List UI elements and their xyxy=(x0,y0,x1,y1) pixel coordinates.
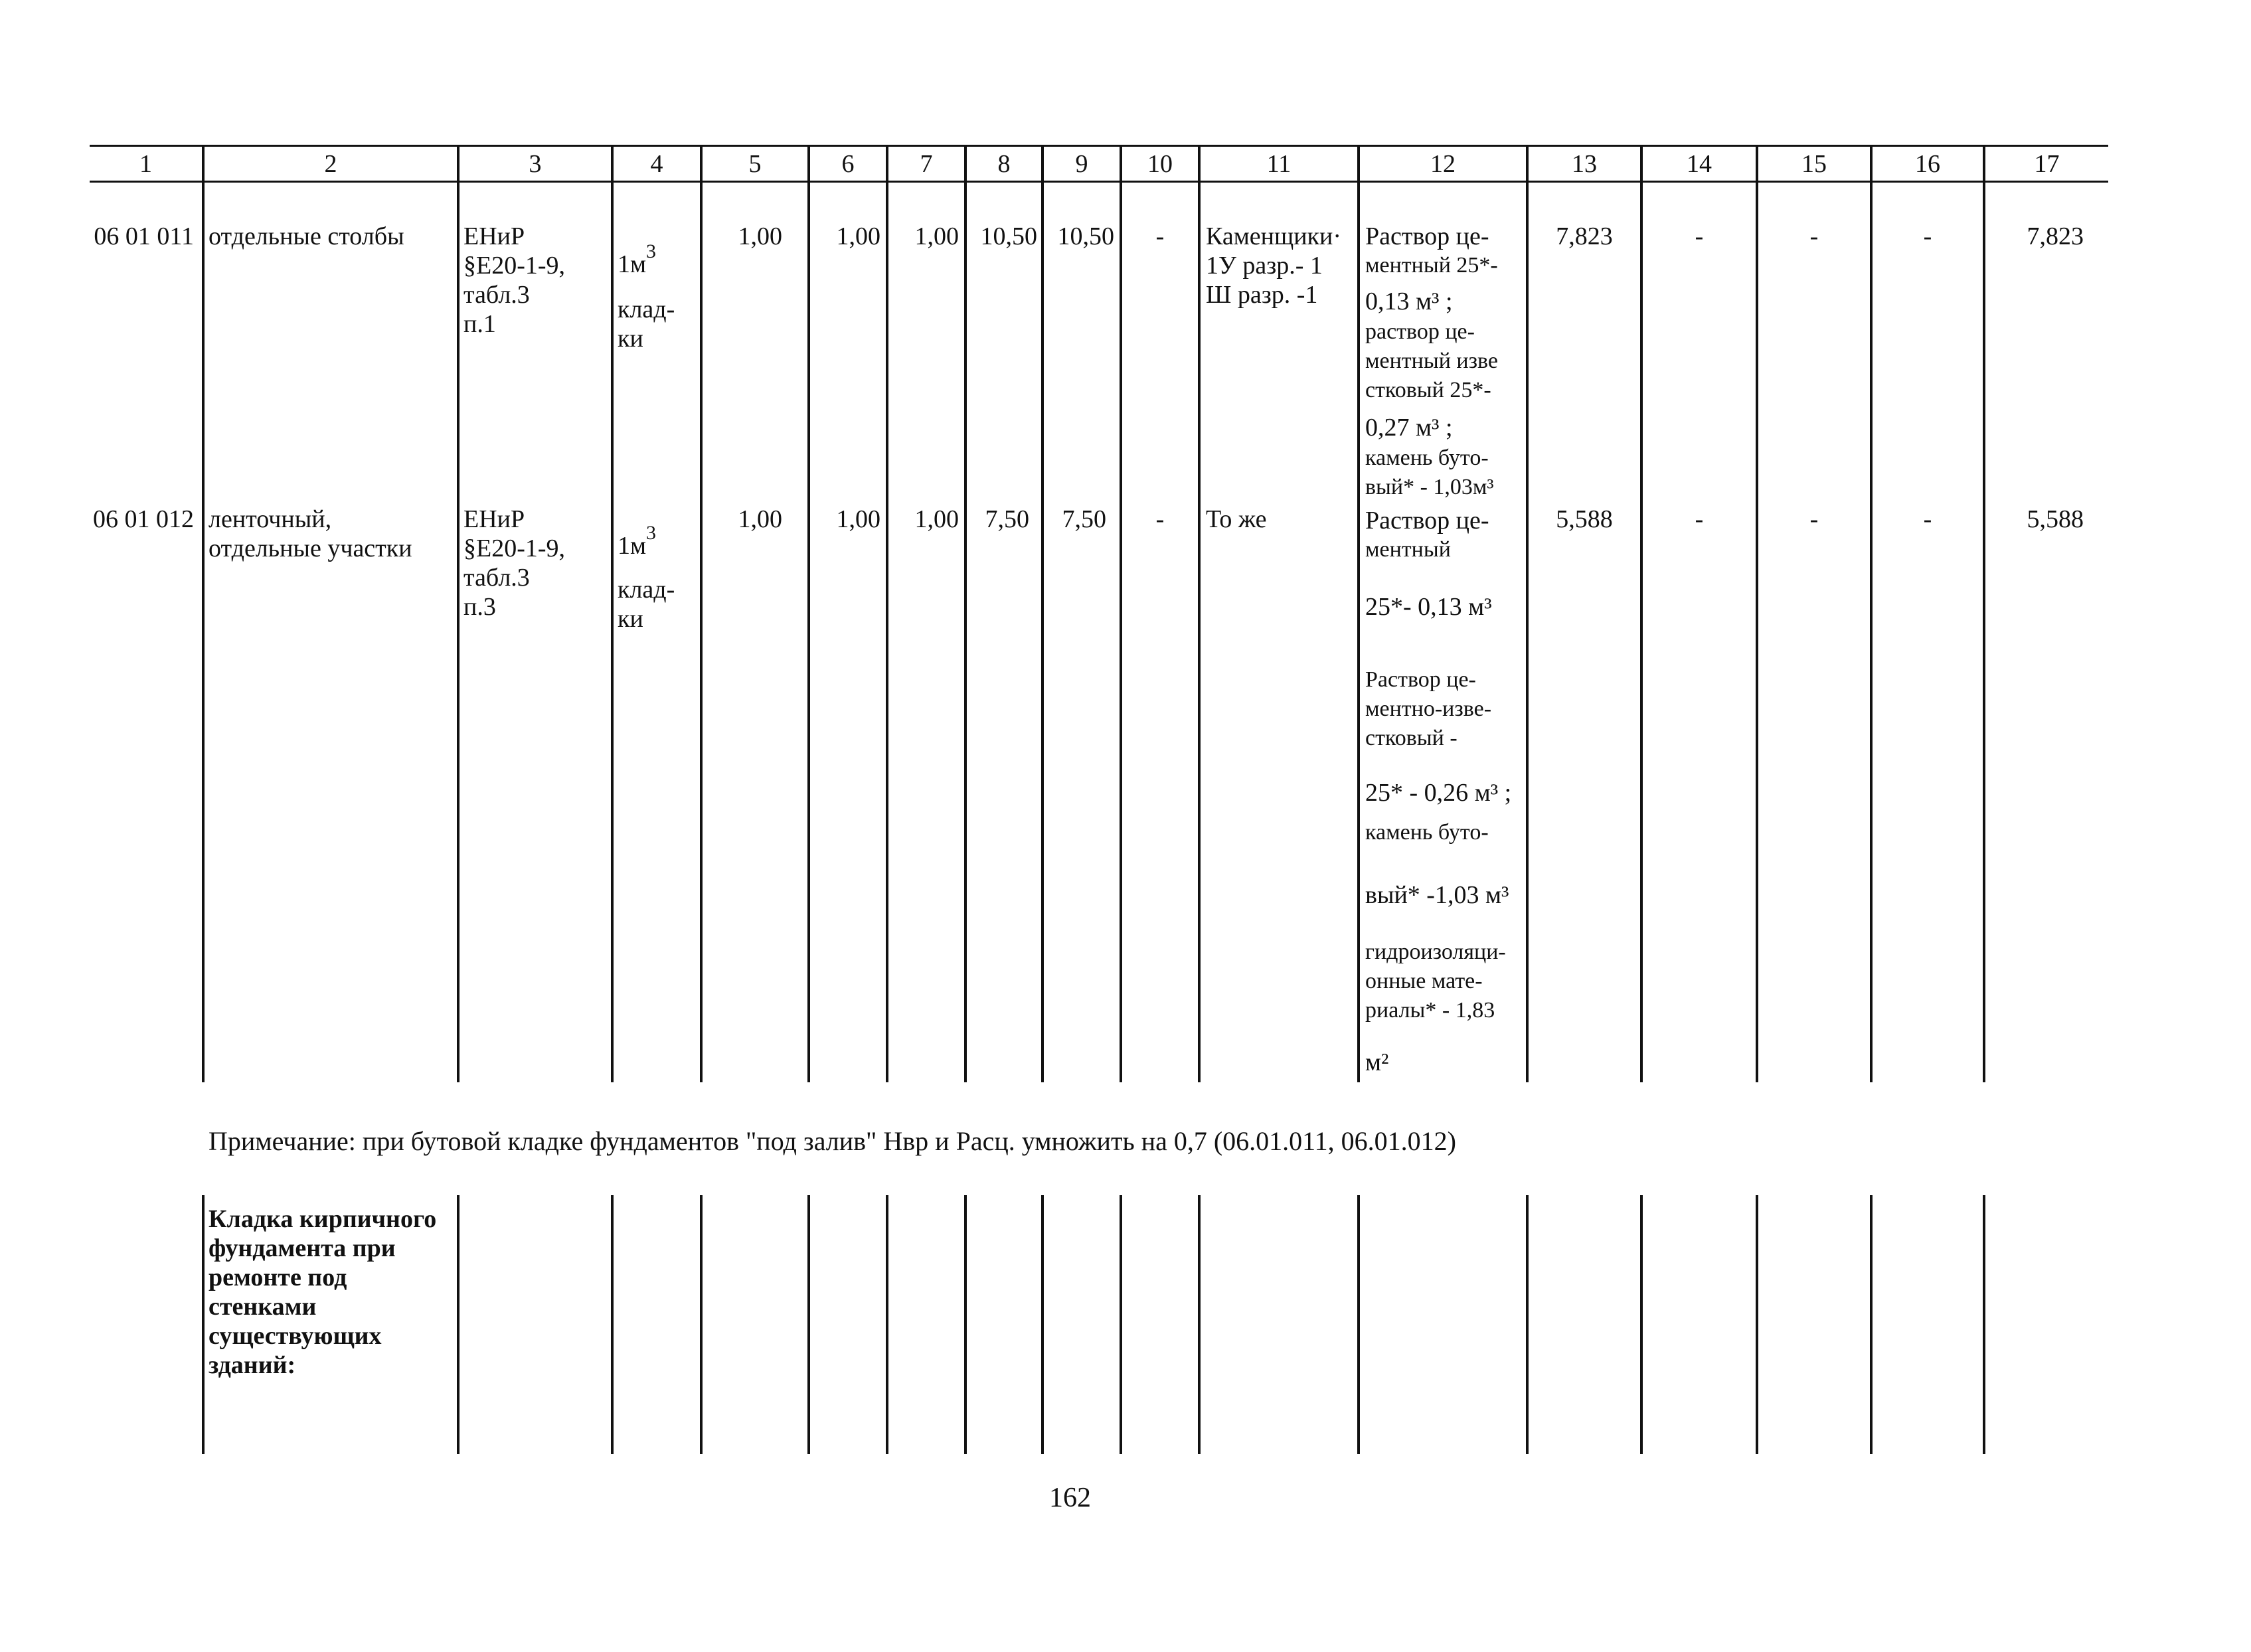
row-material-line: ментный xyxy=(1365,537,1451,562)
column-divider xyxy=(1357,146,1360,1082)
column-divider xyxy=(1198,1195,1201,1454)
header-col-11: 11 xyxy=(1266,150,1292,178)
row-col17: 7,823 xyxy=(2027,222,2084,250)
row-unit-line: клад- xyxy=(618,576,675,604)
row-col16: - xyxy=(1923,505,1932,533)
row-material-line: камень буто- xyxy=(1365,820,1489,845)
column-divider xyxy=(807,1195,810,1454)
row-code: 06 01 011 xyxy=(94,222,194,250)
row-col16: - xyxy=(1923,222,1932,250)
row-material-line: стковый - xyxy=(1365,726,1458,750)
row-material-line: стковый 25*- xyxy=(1365,378,1491,402)
row-material-line: Раствор це- xyxy=(1365,507,1489,535)
row-col7: 1,00 xyxy=(914,222,959,250)
row-name-line: отдельные участки xyxy=(208,535,412,562)
column-divider xyxy=(1198,146,1201,1082)
column-divider xyxy=(611,1195,614,1454)
unit-superscript: 3 xyxy=(646,522,657,544)
column-divider xyxy=(1120,1195,1122,1454)
header-col-4: 4 xyxy=(650,150,663,178)
column-divider xyxy=(1756,1195,1758,1454)
column-divider xyxy=(700,146,703,1082)
row-col6: 1,00 xyxy=(836,222,880,250)
row-col17: 5,588 xyxy=(2027,505,2084,533)
header-bottom-rule xyxy=(90,181,2108,183)
row-col6: 1,00 xyxy=(836,505,880,533)
row-col10: - xyxy=(1155,505,1165,533)
row-norm-line: табл.3 xyxy=(463,281,530,309)
row-col15: - xyxy=(1809,505,1819,533)
row-col15: - xyxy=(1809,222,1819,250)
column-divider xyxy=(1526,1195,1529,1454)
row-col13: 7,823 xyxy=(1556,222,1613,250)
row-norm-line: ЕНиР xyxy=(463,222,525,250)
column-divider xyxy=(700,1195,703,1454)
section-heading-line: фундамента при xyxy=(208,1234,396,1262)
row-material-line: раствор це- xyxy=(1365,319,1475,344)
header-col-6: 6 xyxy=(841,150,855,178)
column-divider xyxy=(886,1195,888,1454)
row-material-line: риалы* - 1,83 xyxy=(1365,998,1495,1023)
row-material-line: Раствор це- xyxy=(1365,222,1489,250)
unit-base: 1м xyxy=(618,250,647,278)
column-divider xyxy=(1041,1195,1044,1454)
row-unit-line: клад- xyxy=(618,295,675,323)
row-material-line: онные мате- xyxy=(1365,969,1483,993)
row-name-line: ленточный, xyxy=(208,505,332,533)
row-material-line: 0,13 м³ ; xyxy=(1365,288,1453,315)
header-col-7: 7 xyxy=(920,150,933,178)
row-code: 06 01 012 xyxy=(93,505,194,533)
header-col-15: 15 xyxy=(1801,150,1827,178)
row-col8: 7,50 xyxy=(985,505,1029,533)
section-heading-line: стенками xyxy=(208,1293,317,1321)
column-divider xyxy=(1526,146,1529,1082)
column-divider xyxy=(1870,1195,1873,1454)
row-col7: 1,00 xyxy=(914,505,959,533)
row-col8: 10,50 xyxy=(980,222,1037,250)
row-workers-line: Ш разр. -1 xyxy=(1206,281,1318,309)
column-divider xyxy=(457,146,459,1082)
column-divider xyxy=(886,146,888,1082)
row-material-line: Раствор це- xyxy=(1365,667,1476,692)
table-note: Примечание: при бутовой кладке фундаментов "под залив" Нвр и Расц. умножить на 0,7 (06.01.011, 06.01.012) xyxy=(208,1126,1457,1156)
header-col-2: 2 xyxy=(324,150,337,178)
header-col-1: 1 xyxy=(139,150,152,178)
column-divider xyxy=(1640,1195,1643,1454)
row-col5: 1,00 xyxy=(738,505,782,533)
column-divider xyxy=(1983,146,1985,1082)
column-divider xyxy=(202,1195,205,1454)
row-workers-line: Каменщики· xyxy=(1206,222,1342,250)
header-col-17: 17 xyxy=(2034,150,2060,178)
row-material-line: 0,27 м³ ; xyxy=(1365,414,1453,442)
row-material-line: 25* - 0,26 м³ ; xyxy=(1365,779,1512,807)
unit-base: 1м xyxy=(618,532,647,560)
row-material-line: вый* -1,03 м³ xyxy=(1365,881,1509,909)
row-col13: 5,588 xyxy=(1556,505,1613,533)
column-divider xyxy=(1640,146,1643,1082)
column-divider xyxy=(202,146,205,1082)
row-unit xyxy=(618,240,657,281)
column-divider xyxy=(964,146,967,1082)
header-col-12: 12 xyxy=(1430,150,1456,178)
header-col-5: 5 xyxy=(748,150,762,178)
header-col-3: 3 xyxy=(529,150,542,178)
row-unit xyxy=(618,522,657,562)
section-heading-line: ремонте под xyxy=(208,1264,347,1291)
page-number: 162 xyxy=(1049,1483,1091,1513)
row-workers-line: 1У разр.- 1 xyxy=(1206,252,1323,280)
column-divider xyxy=(807,146,810,1082)
row-material-line: 25*- 0,13 м³ xyxy=(1365,593,1492,621)
row-material-line: ментный 25*- xyxy=(1365,253,1498,278)
table-top-rule xyxy=(90,145,2108,147)
row-norm-line: §Е20-1-9, xyxy=(463,252,566,280)
row-norm-line: ЕНиР xyxy=(463,505,525,533)
row-workers-line: То же xyxy=(1206,505,1267,533)
row-col5: 1,00 xyxy=(738,222,782,250)
column-divider xyxy=(1041,146,1044,1082)
row-col9: 7,50 xyxy=(1062,505,1106,533)
section-heading-line: зданий: xyxy=(208,1351,296,1379)
row-material-line: камень буто- xyxy=(1365,446,1489,470)
row-col14: - xyxy=(1695,505,1704,533)
column-divider xyxy=(457,1195,459,1454)
header-col-10: 10 xyxy=(1147,150,1173,178)
row-norm-line: п.1 xyxy=(463,310,496,338)
column-divider xyxy=(1120,146,1122,1082)
row-material-line: вый* - 1,03м³ xyxy=(1365,475,1494,499)
column-divider xyxy=(964,1195,967,1454)
row-material-line: м² xyxy=(1365,1048,1389,1076)
row-unit-line: ки xyxy=(618,605,643,633)
column-divider xyxy=(1357,1195,1360,1454)
section-heading-line: существующих xyxy=(208,1322,382,1350)
row-name: отдельные столбы xyxy=(208,222,404,250)
row-material-line: ментно-изве- xyxy=(1365,697,1492,721)
row-material-line: ментный изве xyxy=(1365,349,1498,373)
row-norm-line: §Е20-1-9, xyxy=(463,535,566,562)
row-col9: 10,50 xyxy=(1057,222,1114,250)
header-col-8: 8 xyxy=(997,150,1011,178)
header-col-16: 16 xyxy=(1915,150,1940,178)
header-col-14: 14 xyxy=(1687,150,1712,178)
column-divider xyxy=(1983,1195,1985,1454)
column-divider xyxy=(1870,146,1873,1082)
header-col-9: 9 xyxy=(1075,150,1088,178)
row-norm-line: п.3 xyxy=(463,593,496,621)
column-divider xyxy=(1756,146,1758,1082)
row-col14: - xyxy=(1695,222,1704,250)
section-heading-line: Кладка кирпичного xyxy=(208,1205,437,1233)
row-material-line: гидроизоляци- xyxy=(1365,940,1506,964)
unit-superscript: 3 xyxy=(646,240,657,262)
header-col-13: 13 xyxy=(1572,150,1597,178)
column-divider xyxy=(611,146,614,1082)
row-col10: - xyxy=(1155,222,1165,250)
row-unit-line: ки xyxy=(618,325,643,353)
row-norm-line: табл.3 xyxy=(463,564,530,592)
